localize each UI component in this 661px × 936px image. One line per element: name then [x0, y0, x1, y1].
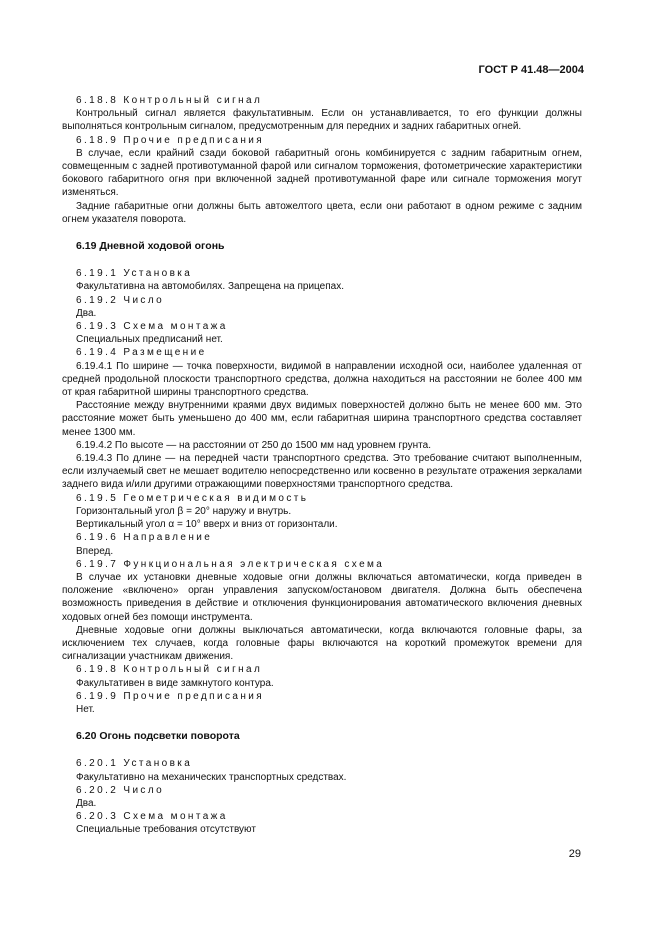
paragraph: Вертикальный угол α = 10° вверх и вниз от горизонтали. — [76, 519, 338, 531]
paragraph: В случае, если крайний сзади боковой габаритный огонь комбинируется с задним габаритным огнем, совмещенным с задней противотуманной фарой или сигналом торможения, фотометрические характеристики бокового габаритного огня при включенной задней противотуманной фаре или сигнале торможения могут изменяться. — [62, 147, 582, 199]
clause-heading: 6.19.5 Геометрическая видимость — [76, 492, 309, 504]
paragraph: Два. — [76, 307, 97, 319]
paragraph: Специальных предписаний нет. — [76, 334, 223, 346]
clause-heading: 6.20.2 Число — [76, 784, 165, 796]
paragraph: Расстояние между внутренними краями двух видимых поверхностей должно быть не менее 600 мм. Это расстояние может быть уменьшено до 400 мм, если габаритная ширина транспортного средства составляет менее 1300 мм. — [62, 400, 582, 438]
clause-heading: 6.19.2 Число — [76, 294, 165, 306]
clause-heading: 6.20.1 Установка — [76, 758, 193, 770]
clause-heading: 6.19.8 Контрольный сигнал — [76, 664, 263, 676]
paragraph: Два. — [76, 797, 97, 809]
clause-heading: 6.18.8 Контрольный сигнал — [76, 95, 263, 106]
clause-heading: 6.19.6 Направление — [76, 532, 213, 544]
clause-heading: 6.19.3 Схема монтажа — [76, 321, 228, 333]
section-heading: 6.19 Дневной ходовой огонь — [76, 240, 225, 253]
paragraph: В случае их установки дневные ходовые огни должны включаться автоматически, когда приведен в положение «включено» орган управления запуском/остановом двигателя. Должна быть обеспечена возможность приведения в действие и отключения функционирования автоматического включения дневных ходовых огней без помощи инструмента. — [62, 571, 582, 623]
clause-heading: 6.19.4 Размещение — [76, 347, 207, 359]
paragraph: Нет. — [76, 703, 95, 715]
document-body — [62, 94, 582, 837]
paragraph: Дневные ходовые огни должны выключаться автоматически, когда включаются головные фары, за исключением тех случаев, когда головные фары включаются на короткий промежуток времени для сигнализации участникам движения. — [62, 624, 582, 663]
paragraph: Факультативен в виде замкнутого контура. — [76, 677, 274, 689]
clause-heading: 6.19.9 Прочие предписания — [76, 690, 265, 702]
paragraph: Специальные требования отсутствуют — [76, 824, 256, 836]
document-id: ГОСТ Р 41.48—2004 — [478, 64, 584, 76]
paragraph: 6.19.4.1 По ширине — точка поверхности, видимой в направлении исходной оси, наиболее удаленная от средней продольной плоскости транспортного средства, должна находиться на расстоянии не более 400 мм от края габаритной ширины транспортного средства. — [62, 360, 582, 399]
paragraph: Факультативно на механических транспортных средствах. — [76, 771, 347, 783]
paragraph: Факультативна на автомобилях. Запрещена на прицепах. — [76, 281, 344, 293]
clause-heading: 6.18.9 Прочие предписания — [76, 134, 265, 146]
clause-heading: 6.19.1 Установка — [76, 268, 193, 280]
paragraph: Контрольный сигнал является факультативным. Если он устанавливается, то его функции должны выполняться контрольным сигналом, предусмотренным для передних и задних габаритных огней. — [62, 108, 582, 133]
paragraph: Горизонтальный угол β = 20° наружу и внутрь. — [76, 505, 292, 517]
section-heading: 6.20 Огонь подсветки поворота — [76, 730, 240, 743]
page-number: 29 — [568, 848, 581, 860]
clause-heading: 6.20.3 Схема монтажа — [76, 811, 228, 823]
paragraph: Задние габаритные огни должны быть автожелтого цвета, если они работают в одном режиме с задним огнем указателя поворота. — [62, 200, 582, 225]
paragraph: 6.19.4.2 По высоте — на расстоянии от 250 до 1500 мм над уровнем грунта. — [76, 439, 431, 451]
clause-heading: 6.19.7 Функциональная электрическая схема — [76, 558, 385, 570]
paragraph: Вперед. — [76, 545, 114, 557]
paragraph: 6.19.4.3 По длине — на передней части транспортного средства. Это требование считают выполненным, если излучаемый свет не мешает водителю непосредственно или косвенно в результате отражения зеркалами заднего вида и/или другими отражающими поверхностями транспортного средства. — [62, 453, 582, 491]
